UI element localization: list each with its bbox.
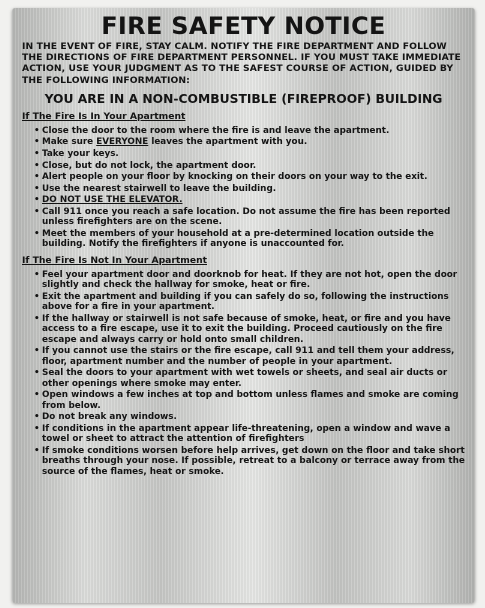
elevator-warning: DO NOT USE THE ELEVATOR.: [42, 195, 183, 206]
fire-safety-sign: [12, 8, 475, 603]
fire-not-in-apartment-list: [22, 270, 465, 477]
building-type-heading: YOU ARE IN A NON-COMBUSTIBLE (FIREPROOF) BUILDING: [44, 91, 443, 106]
list-item: • Meet the members of your household at a pre-determined location outside the building. Notify the firefighters if anyone is unaccounted for.: [42, 229, 465, 250]
list-item: • Take your keys.: [42, 149, 465, 159]
emphasis-everyone: EVERYONE: [96, 137, 149, 148]
list-item: [42, 137, 465, 147]
list-item: • Exit the apartment and building if you can safely do so, following the instructions above for a fire in your apartment.: [42, 292, 465, 313]
list-item: • Alert people on your floor by knocking on their doors on your way to the exit.: [42, 172, 465, 182]
list-item: • Do not break any windows.: [42, 412, 465, 422]
section-heading-fire-not-in-apartment: If The Fire Is Not In Your Apartment: [22, 254, 208, 266]
intro-text: IN THE EVENT OF FIRE, STAY CALM. NOTIFY THE FIRE DEPARTMENT AND FOLLOW THE DIRECTIONS OF FIRE DEPARTMENT PERSONNEL. IF YOU MUST TAKE IMMEDIATE ACTION, USE YOUR JUDGMENT AS TO THE SAFEST COURSE OF ACTION, GUIDED BY THE FOLLOWING INFORMATION:: [22, 41, 461, 86]
list-item-text: Make sure: [42, 137, 94, 148]
fire-in-apartment-list: [22, 126, 465, 250]
section-heading-fire-in-apartment: If The Fire Is In Your Apartment: [22, 110, 186, 122]
list-item: [42, 195, 465, 205]
list-item: • If smoke conditions worsen before help arrives, get down on the floor and take short breaths through your nose. If possible, retreat to a balcony or terrace away from the source of the flames, heat or smoke.: [42, 446, 465, 477]
list-item: • Feel your apartment door and doorknob for heat. If they are not hot, open the door slightly and check the hallway for smoke, heat or fire.: [42, 270, 465, 291]
list-item: • If conditions in the apartment appear life-threatening, open a window and wave a towel or sheet to attract the attention of firefighters: [42, 424, 465, 445]
list-item: • Call 911 once you reach a safe location. Do not assume the fire has been reported unless firefighters are on the scene.: [42, 207, 465, 228]
list-item: • If you cannot use the stairs or the fire escape, call 911 and tell them your address, floor, apartment number and the number of people in your apartment.: [42, 346, 465, 367]
list-item-text: leaves the apartment with you.: [151, 137, 308, 148]
list-item: • Seal the doors to your apartment with wet towels or sheets, and seal air ducts or other openings where smoke may enter.: [42, 368, 465, 389]
list-item: • Open windows a few inches at top and bottom unless flames and smoke are coming from below.: [42, 390, 465, 411]
list-item: • Close the door to the room where the fire is and leave the apartment.: [42, 126, 465, 136]
list-item: • If the hallway or stairwell is not safe because of smoke, heat, or fire and you have access to a fire escape, use it to exit the building. Proceed cautiously on the fire escape and always carry or hold onto small children.: [42, 314, 465, 345]
sign-title: FIRE SAFETY NOTICE: [101, 12, 386, 40]
list-item: • Close, but do not lock, the apartment door.: [42, 161, 465, 171]
list-item: • Use the nearest stairwell to leave the building.: [42, 184, 465, 194]
